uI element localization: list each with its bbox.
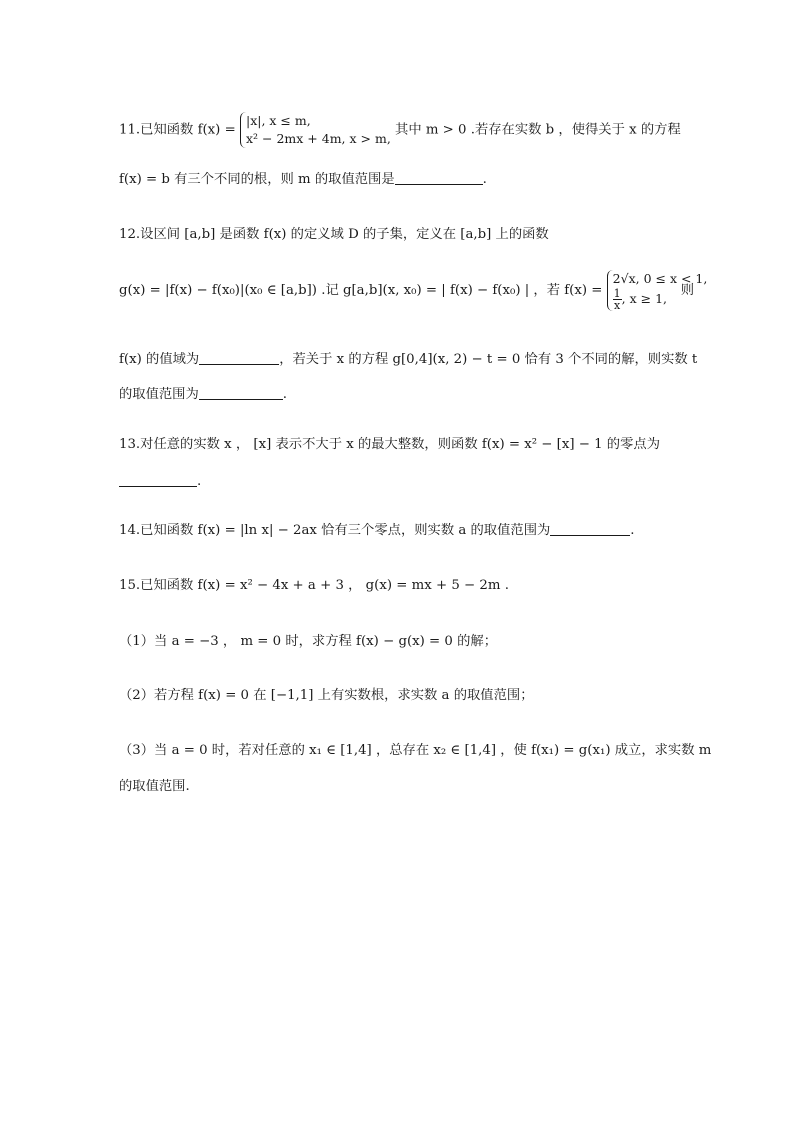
q11-line1 — [119, 112, 694, 148]
q14-end: . — [630, 523, 635, 538]
q12-line3b: ，若关于 x 的方程 g[0,4](x, 2) − t = 0 恰有 3 个不同的解，则实数 t — [279, 352, 698, 367]
q11-case2: x² − 2mx + 4m, x > m, — [245, 131, 391, 146]
q12-line2 — [119, 270, 708, 312]
q11-case1: |x|, x ≤ m, — [245, 113, 311, 128]
q14-line1 — [119, 521, 694, 541]
q14-text: 14.已知函数 f(x) = |ln x| − 2ax 恰有三个零点，则实数 a 的取值范围为 — [119, 523, 551, 538]
q14-answer-blank[interactable] — [550, 521, 630, 536]
q15-part2: （2）若方程 f(x) = 0 在 [−1,1] 上有实数根，求实数 a 的取值范围； — [119, 688, 534, 703]
q12-case1: 2√x, 0 ≤ x < 1, — [612, 271, 708, 286]
q11-fx: f(x) = — [197, 122, 236, 138]
q15-part3: （3）当 a = 0 时，若对任意的 x₁ ∈ [1,4] ，总存在 x₂ ∈ [1,4] ，使 f(x₁) = g(x₁) 成立，求实数 m — [119, 743, 712, 758]
q12-line4 — [119, 385, 694, 405]
q11-end: . — [482, 172, 487, 187]
q13-line2 — [119, 472, 694, 492]
q12-def: g(x) = |f(x) − f(x₀)|(x₀ ∈ [a,b]) .记 g[a,b](x, x₀) = | f(x) − f(x₀) | ，若 f(x) = — [119, 283, 603, 298]
q12-fraction — [613, 288, 622, 311]
q11-prefix: 11.已知函数 — [119, 122, 194, 138]
q12-case2-rest: , x ≥ 1, — [621, 291, 667, 306]
q12-line3a: f(x) 的值域为 — [119, 352, 200, 367]
q12-frac-den: x — [614, 299, 621, 312]
q12-line1: 12.设区间 [a,b] 是函数 f(x) 的定义域 D 的子集，定义在 [a,b] 上的函数 — [119, 227, 549, 242]
q12-frac-num: 1 — [613, 287, 621, 300]
q12-line4-text: 的取值范围为 — [119, 387, 199, 402]
q15-line1: 15.已知函数 f(x) = x² − 4x + a + 3 ， g(x) = mx + 5 − 2m . — [119, 578, 509, 593]
q13-answer-blank[interactable] — [119, 472, 197, 487]
q12-line3 — [119, 350, 698, 370]
q12-range-blank[interactable] — [199, 350, 279, 365]
q12-then: 则 — [680, 283, 694, 298]
q12-end: . — [282, 387, 288, 402]
q11-answer-blank[interactable] — [395, 170, 483, 185]
q11-piecewise — [240, 112, 391, 148]
q15-part1: （1）当 a = −3 ， m = 0 时，求方程 f(x) − g(x) = 0 的解； — [119, 634, 497, 649]
q12-t-blank[interactable] — [199, 385, 283, 400]
q11-line2-text: f(x) = b 有三个不同的根，则 m 的取值范围是 — [119, 172, 395, 187]
q13-end: . — [197, 474, 202, 489]
q13-line1: 13.对任意的实数 x ， [x] 表示不大于 x 的最大整数，则函数 f(x) = x² − [x] − 1 的零点为 — [119, 437, 660, 452]
q11-middle: 其中 m > 0 .若存在实数 b ，使得关于 x 的方程 — [395, 122, 681, 138]
q11-line2 — [119, 170, 694, 190]
q15-part3b: 的取值范围. — [119, 779, 190, 794]
